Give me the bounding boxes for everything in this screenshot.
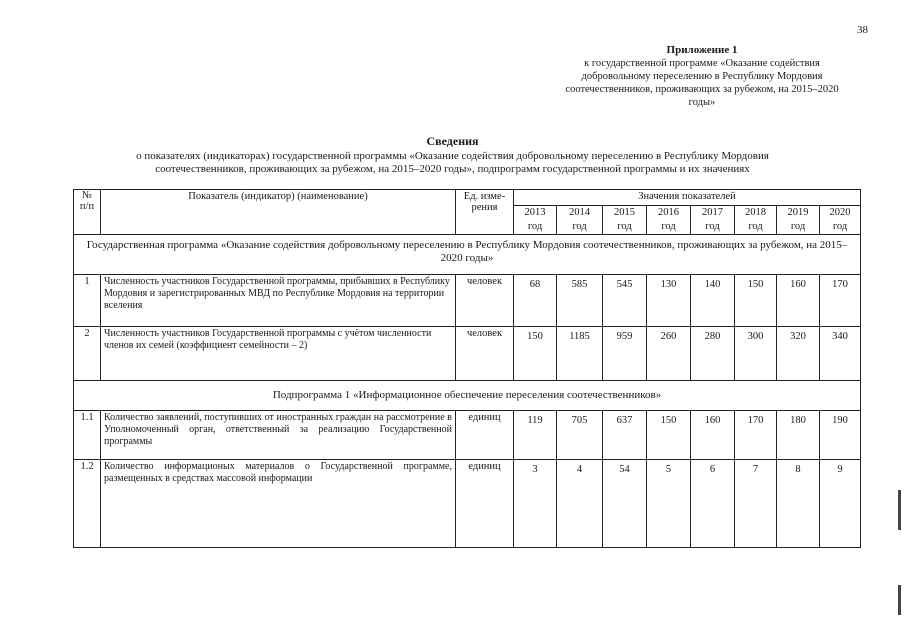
scan-edge-mark [898,490,901,530]
section-row [74,235,861,275]
table-row [74,460,861,548]
values-group-header: Значения показателей [514,190,861,206]
year-word: год [514,221,557,235]
indicator-header: Показатель (индикатор) (наименование) [101,190,456,235]
value-cell: 7 [735,460,777,548]
indicators-table [73,189,861,548]
table-row [74,411,861,460]
table-row [74,327,861,381]
value-cell: 160 [777,275,820,327]
appendix-line: добровольному переселению в Республику Мордовия [581,71,823,82]
document-title: Сведения [426,134,479,148]
table-row [74,275,861,327]
value-cell: 150 [514,327,557,381]
value-cell: 1185 [557,327,603,381]
unit-cell: человек [456,327,514,381]
value-cell: 340 [820,327,861,381]
year-word: год [557,221,603,235]
value-cell: 4 [557,460,603,548]
value-cell: 180 [777,411,820,460]
appendix-block [542,44,862,109]
value-cell: 68 [514,275,557,327]
value-cell: 170 [735,411,777,460]
unit-cell: единиц [456,411,514,460]
year-word: год [820,221,861,235]
year-cell: 2016 [647,206,691,221]
unit-header [456,190,514,235]
appendix-line: соотечественников, проживающих за рубежом, на 2015–2020 [565,84,839,95]
subtitle-line: о показателях (индикаторах) государственной программы «Оказание содействия добровольному переселению в Республику Мордовия [136,150,769,162]
appendix-title: Приложение 1 [666,44,738,56]
scan-edge-mark [898,585,901,615]
appendix-line: к государственной программе «Оказание содействия [584,58,820,69]
value-cell: 959 [603,327,647,381]
value-cell: 130 [647,275,691,327]
unit-cell: единиц [456,460,514,548]
page-number: 38 [857,24,868,36]
year-word: год [735,221,777,235]
value-cell: 119 [514,411,557,460]
value-cell: 5 [647,460,691,548]
value-cell: 3 [514,460,557,548]
num-header-line1: № [81,190,93,201]
indicator-name: Количество заявлений, поступивших от иностранных граждан на рассмотрение в Уполномоченный орган, ответственный за реализацию Государственной программы [101,411,456,460]
year-word: год [777,221,820,235]
row-number: 2 [74,327,101,381]
value-cell: 280 [691,327,735,381]
value-cell: 8 [777,460,820,548]
value-cell: 150 [735,275,777,327]
value-cell: 150 [647,411,691,460]
year-cell: 2020 [820,206,861,221]
year-cell: 2014 [557,206,603,221]
subtitle-line: соотечественников, проживающих за рубежом, на 2015–2020 годы», подпрограмм государственной программы и их значениях [155,163,750,175]
document-subtitle [60,150,845,176]
row-number: 1 [74,275,101,327]
value-cell: 300 [735,327,777,381]
value-cell: 585 [557,275,603,327]
appendix-line: годы» [688,97,716,108]
value-cell: 637 [603,411,647,460]
value-cell: 6 [691,460,735,548]
year-cell: 2019 [777,206,820,221]
year-cell: 2018 [735,206,777,221]
value-cell: 545 [603,275,647,327]
section-row [74,381,861,411]
value-cell: 54 [603,460,647,548]
row-number: 1.1 [74,411,101,460]
section-title: Государственная программа «Оказание содействия добровольному переселению в Республику Мордовия соотечественников, проживающих за рубежом, на 2015–2020 годы» [74,235,861,275]
value-cell: 170 [820,275,861,327]
value-cell: 320 [777,327,820,381]
indicator-name: Численность участников Государственной программы, прибывших в Республику Мордовия и зарегистрированных МВД по Республике Мордовия на территории вселения [101,275,456,327]
value-cell: 190 [820,411,861,460]
unit-cell: человек [456,275,514,327]
year-cell: 2017 [691,206,735,221]
year-word: год [603,221,647,235]
unit-header-line2: рения [471,202,498,213]
indicator-name: Количество информационых материалов о Государственной программе, размещенных в средствах массовой информации [101,460,456,548]
value-cell: 705 [557,411,603,460]
value-cell: 260 [647,327,691,381]
section-title: Подпрограмма 1 «Информационное обеспечение переселения соотечественников» [74,381,861,411]
unit-header-line1: Ед. изме- [463,191,506,202]
header-row [74,190,861,206]
num-header [74,190,101,235]
year-cell: 2015 [603,206,647,221]
row-number: 1.2 [74,460,101,548]
value-cell: 140 [691,275,735,327]
year-word: год [647,221,691,235]
value-cell: 160 [691,411,735,460]
value-cell: 9 [820,460,861,548]
num-header-line2: п/п [79,201,95,212]
year-word: год [691,221,735,235]
indicator-name: Численность участников Государственной программы с учётом численности членов их семей (коэффициент семейности – 2) [101,327,456,381]
year-cell: 2013 [514,206,557,221]
